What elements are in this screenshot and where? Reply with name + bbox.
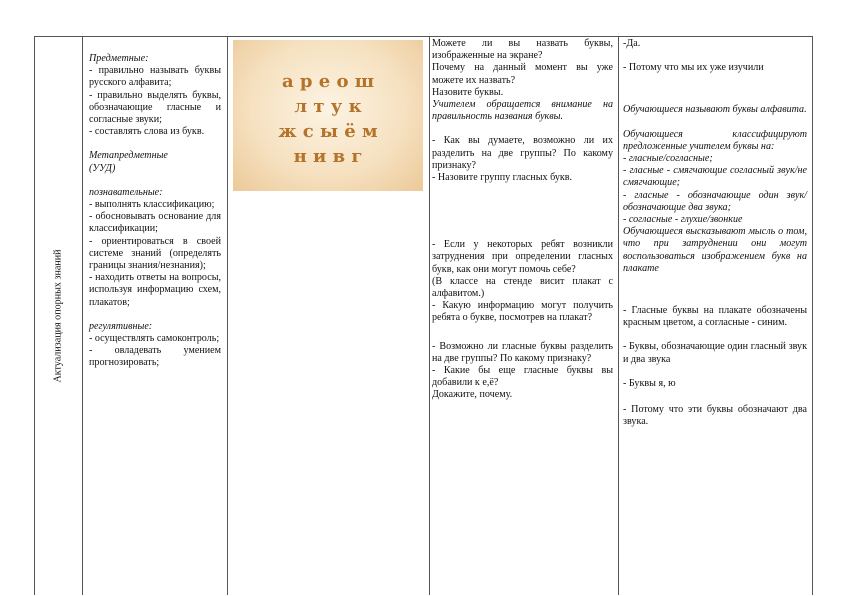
teacher-note: Учителем обращается внимание на правильность названия буквы. bbox=[432, 99, 613, 123]
teacher-text: Докажите, почему. bbox=[432, 389, 513, 401]
cognitive-item: - выполнять классификацию; bbox=[89, 199, 215, 211]
poster-row: н и в г bbox=[293, 146, 363, 167]
col-border-4 bbox=[618, 36, 619, 595]
student-activity: Обучающиеся классифицируют предложенные учителем буквы на: bbox=[623, 128, 807, 152]
teacher-question: - Как вы думаете, возможно ли их разделить на две группы? По какому признаку? bbox=[432, 135, 613, 171]
teacher-question: - Возможно ли гласные буквы разделить на две группы? По какому признаку? bbox=[432, 340, 613, 364]
teacher-text: Почему на данный момент вы уже можете их назвать? bbox=[432, 62, 613, 86]
cognitive-item: - ориентироваться в своей системе знаний (определять границы знания/незнания); bbox=[89, 235, 221, 272]
subject-item: - правильно называть буквы русского алфавита; bbox=[89, 65, 221, 89]
student-answer: - Потому что эти буквы обозначают два звука. bbox=[623, 404, 807, 428]
col-border-1 bbox=[82, 36, 83, 595]
col-border-2 bbox=[227, 36, 228, 595]
meta-heading: Метапредметные bbox=[89, 150, 168, 162]
subject-item: - составлять слова из букв. bbox=[89, 126, 205, 138]
teacher-question: - Назовите группу гласных букв. bbox=[432, 172, 573, 184]
meta-subheading: (УУД) bbox=[89, 162, 116, 174]
planned-results-cell bbox=[89, 53, 221, 370]
subject-item: - правильно выделять буквы, обозначающие гласные и согласные звуки; bbox=[89, 89, 221, 126]
col-border-5 bbox=[812, 36, 813, 595]
teacher-question: - Если у некоторых ребят возникли затруднения при определении гласных букв, как они могут помочь себе? bbox=[432, 239, 613, 275]
subject-heading: Предметные: bbox=[89, 53, 149, 64]
student-activity: Обучающиеся называют буквы алфавита. bbox=[623, 104, 807, 116]
poster-row: ж с ы ё м bbox=[278, 121, 378, 142]
student-activity: - согласные - глухие/звонкие bbox=[623, 214, 743, 226]
cognitive-item: - обосновывать основание для классификации; bbox=[89, 211, 221, 235]
student-answer: - Буквы, обозначающие один гласный звук и два звука bbox=[623, 341, 807, 365]
student-activity: - гласные - обозначающие один звук/обозначающие два звука; bbox=[623, 189, 807, 213]
poster-row: а р е о ш bbox=[281, 71, 375, 92]
student-answer: - Гласные буквы на плакате обозначены красным цветом, а согласные - синим. bbox=[623, 305, 807, 329]
cognitive-item: - находить ответы на вопросы, используя информацию схем, плакатов; bbox=[89, 272, 221, 308]
stage-heading-cell bbox=[51, 36, 65, 596]
table-top-border bbox=[34, 36, 812, 37]
cognitive-heading: познавательные: bbox=[89, 186, 163, 198]
col-border-0 bbox=[34, 36, 35, 595]
regulatory-item: - осуществлять самоконтроль; bbox=[89, 333, 220, 345]
teacher-activity-cell bbox=[432, 38, 613, 402]
regulatory-heading: регулятивные: bbox=[89, 320, 153, 332]
teacher-text: (В классе на стенде висит плакат с алфавитом.) bbox=[432, 275, 613, 300]
stage-heading: Актуализация опорных знаний bbox=[52, 249, 64, 383]
col-border-3 bbox=[429, 36, 430, 595]
student-answer: - Потому что мы их уже изучили bbox=[623, 62, 764, 74]
teacher-text: Можете ли вы назвать буквы, изображенные на экране? bbox=[432, 38, 613, 62]
student-activity: Обучающиеся высказывают мысль о том, что при затруднении они могут воспользоваться изображением букв на плакате bbox=[623, 226, 807, 274]
teacher-text: Назовите буквы. bbox=[432, 86, 504, 98]
teacher-question: - Какую информацию могут получить ребята о букве, посмотрев на плакат? bbox=[432, 300, 613, 324]
regulatory-item: - овладевать умением прогнозировать; bbox=[89, 345, 221, 369]
student-activity: - гласные - смягчающие согласный звук/не смягчающие; bbox=[623, 165, 807, 189]
poster-row: л т у к bbox=[294, 96, 362, 117]
teacher-question: - Какие бы еще гласные буквы вы добавили к е,ё? bbox=[432, 365, 613, 389]
student-activity: - гласные/согласные; bbox=[623, 153, 713, 165]
student-activity-cell bbox=[623, 38, 807, 428]
student-answer: -Да. bbox=[623, 38, 641, 49]
student-answer: - Буквы я, ю bbox=[623, 377, 676, 389]
letters-poster bbox=[233, 40, 423, 191]
